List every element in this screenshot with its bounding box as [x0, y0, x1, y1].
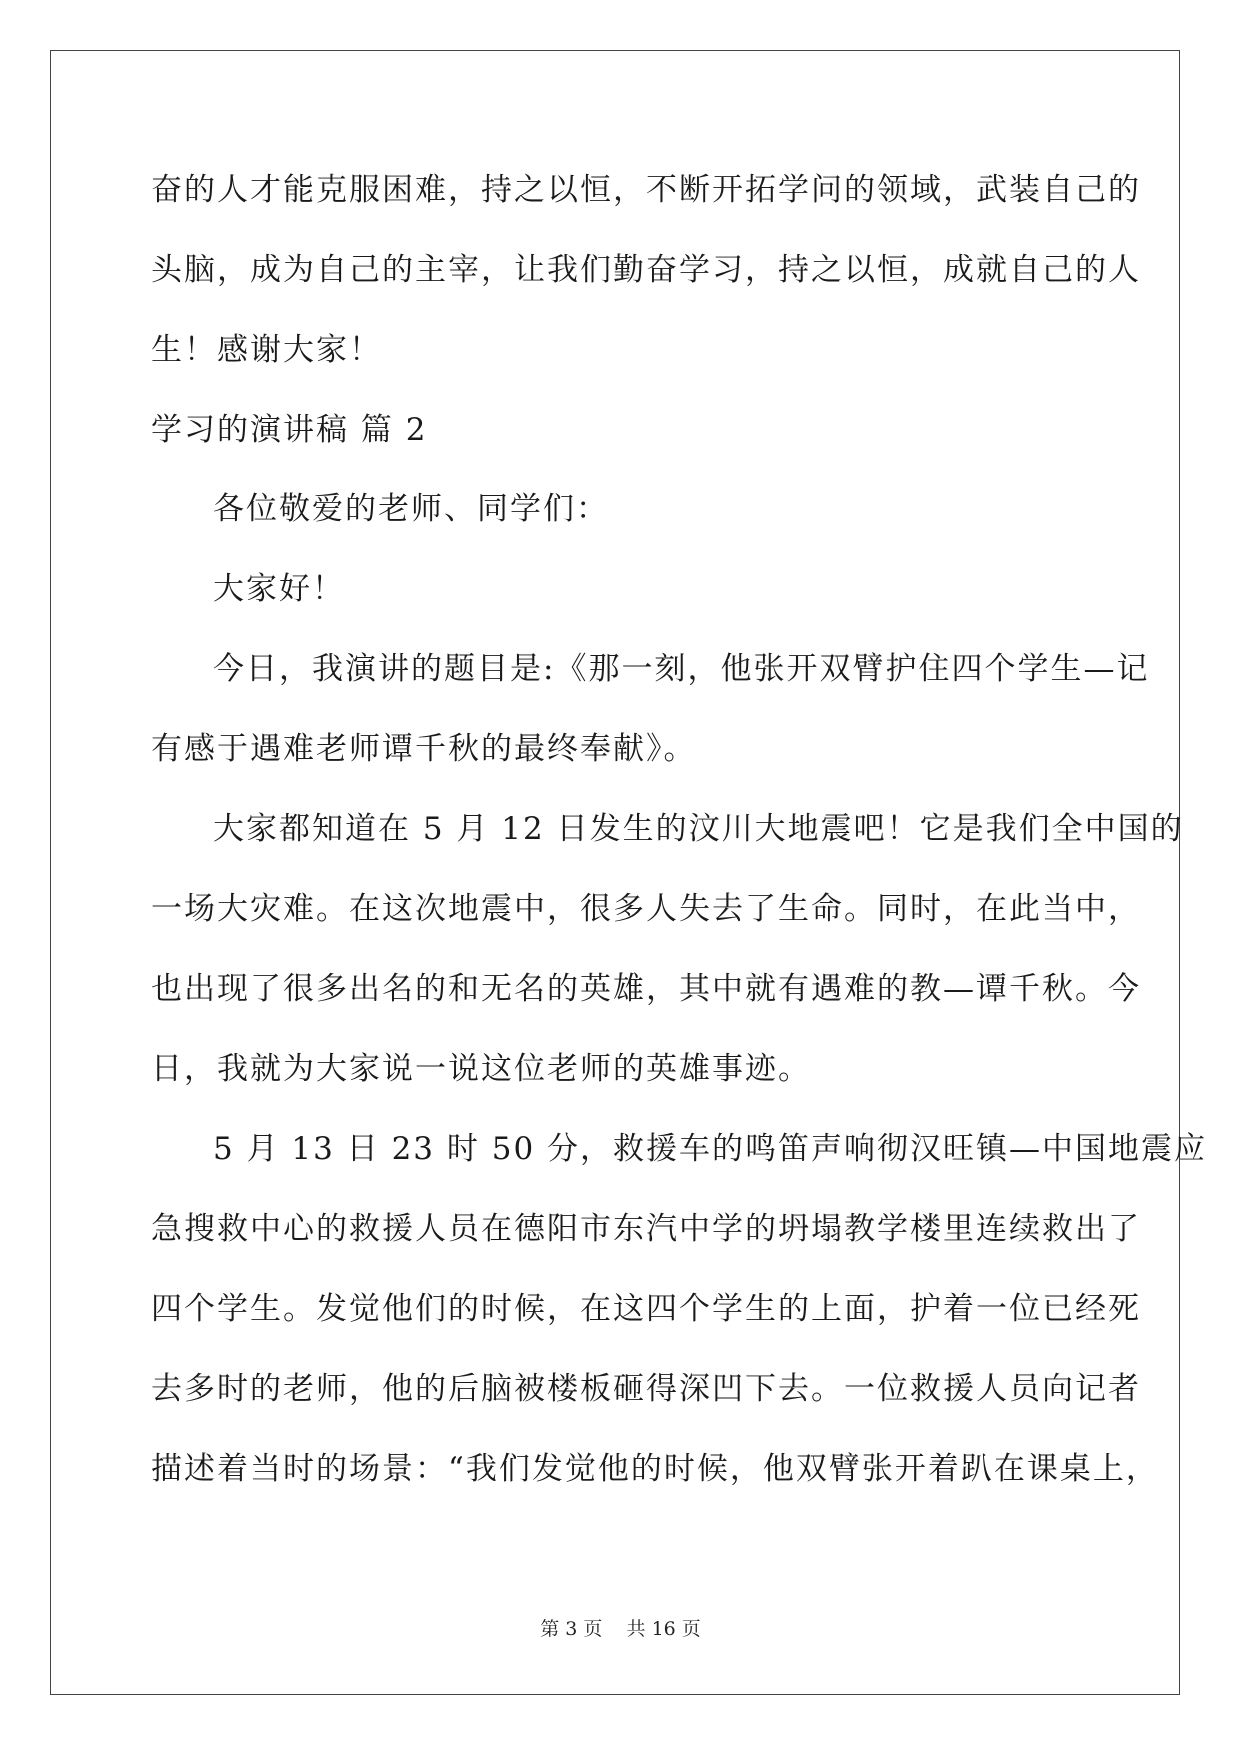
body-line-13: 5 月 13 日 23 时 50 分，救援车的鸣笛声响彻汉旺镇—中国地震应	[213, 1131, 1208, 1167]
body-line-11: 也出现了很多出名的和无名的英雄，其中就有遇难的教—谭千秋。今	[151, 971, 1141, 1007]
salutation: 各位敬爱的老师、同学们：	[213, 491, 609, 527]
body-line-3: 生！感谢大家！	[151, 332, 382, 368]
section-heading: 学习的演讲稿 篇 2	[151, 412, 428, 448]
body-line-17: 描述着当时的场景：“我们发觉他的时候，他双臂张开着趴在课桌上，	[151, 1451, 1159, 1487]
body-line-15: 四个学生。发觉他们的时候，在这四个学生的上面，护着一位已经死	[151, 1291, 1141, 1327]
body-line-7: 今日，我演讲的题目是:《那一刻，他张开双臂护住四个学生—记	[213, 651, 1150, 687]
body-line-2: 头脑，成为自己的主宰，让我们勤奋学习，持之以恒，成就自己的人	[151, 252, 1141, 288]
body-line-14: 急搜救中心的救援人员在德阳市东汽中学的坍塌教学楼里连续救出了	[151, 1211, 1141, 1247]
body-line-16: 去多时的老师，他的后脑被楼板砸得深凹下去。一位救援人员向记者	[151, 1371, 1141, 1407]
body-line-1: 奋的人才能克服困难，持之以恒，不断开拓学问的领域，武装自己的	[151, 172, 1141, 208]
body-line-12: 日，我就为大家说一说这位老师的英雄事迹。	[151, 1051, 811, 1087]
body-line-8: 有感于遇难老师谭千秋的最终奉献》。	[151, 731, 697, 767]
page-number-footer: 第 3 页 共 16 页	[540, 1618, 701, 1640]
greeting: 大家好！	[213, 571, 345, 607]
body-line-9: 大家都知道在 5 月 12 日发生的汶川大地震吧！它是我们全中国的	[213, 811, 1184, 847]
body-line-10: 一场大灾难。在这次地震中，很多人失去了生命。同时，在此当中，	[151, 891, 1141, 927]
